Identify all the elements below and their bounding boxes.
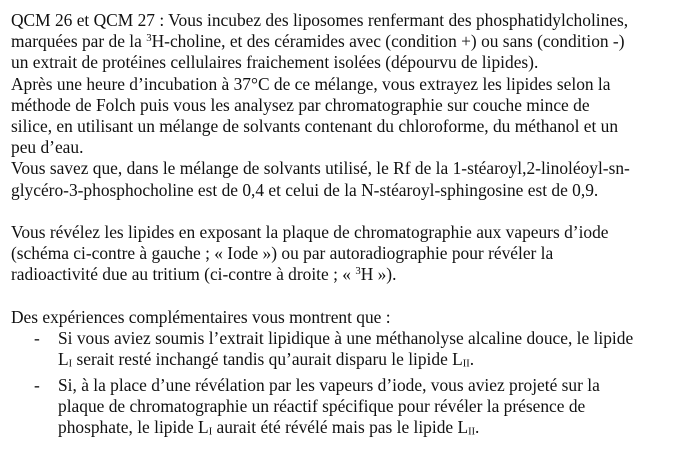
text-line [11,116,700,137]
text-line [11,95,700,116]
reveal-paragraph [11,222,700,286]
text-segment: QCM 26 et QCM 27 : Vous incubez des liposomes renfermant des phosphatidylcholines, [11,10,629,30]
lipid-subscript: II [468,426,476,438]
text-segment: radioactivité due au tritium (ci-contre à droite ; « [11,264,356,285]
isotope-superscript: 3 [355,265,361,278]
text-segment: un extrait de protéines cellulaires fraichement isolées (dépourvu de lipides). [11,52,539,73]
text-segment: . [475,417,480,438]
lipid-subscript: I [68,358,73,370]
text-segment: . [469,349,475,370]
text-line: Si, à la place d’une révélation par les vapeurs d’iode, vous aviez projeté sur la [58,374,600,395]
text-segment: aurait été révélé mais pas le lipide L [212,417,469,438]
text-segment: phosphate, le lipide L [58,417,209,438]
paragraph-spacer [11,286,700,307]
text-segment: glycéro-3-phosphocholine est de 0,4 et celui de la N-stéaroyl-sphingosine est de 0,9. [11,179,599,200]
text-line [11,243,700,264]
text-line [58,349,700,375]
bullet-item [11,328,700,375]
text-segment: L [58,349,69,370]
text-segment: marquées par de la [11,31,147,52]
intro-paragraph [11,10,700,201]
text-segment: méthode de Folch puis vous les analysez par chromatographie sur couche mince de [11,94,590,115]
text-segment: H »). [360,264,397,285]
text-line [11,158,700,179]
bullet-dash: - [34,374,40,395]
complementary-section [11,307,700,443]
section-heading: Des expériences complémentaires vous montrent que : [11,306,391,327]
bullet-dash: - [34,328,40,349]
text-segment: (schéma ci-contre à gauche ; « Iode ») ou par autoradiographie pour révéler la [11,243,554,264]
text-line: Si vous aviez soumis l’extrait lipidique à une méthanolyse alcaline douce, le lipide [58,328,634,349]
text-line [58,417,700,443]
text-segment: Vous révélez les lipides en exposant la plaque de chromatographie aux vapeurs d’iode [11,222,609,243]
text-line [11,264,700,285]
text-segment: silice, en utilisant un mélange de solvants contenant du chloroforme, du méthanol et un [11,116,619,137]
lipid-subscript: II [462,358,470,370]
text-segment: peu d’eau. [11,137,84,158]
isotope-superscript: 3 [146,32,152,45]
bullet-item [11,375,700,443]
text-segment: Vous savez que, dans le mélange de solvants utilisé, le Rf de la 1-stéaroyl,2-linoléoyl-sn- [11,158,630,179]
text-line [11,74,700,95]
text-line [11,180,700,201]
text-segment: serait resté inchangé tandis qu’aurait disparu le lipide L [72,349,463,370]
text-line [11,137,700,158]
text-line [11,222,700,243]
text-line [11,10,700,31]
paragraph-spacer [11,201,700,222]
text-line [11,52,700,73]
lipid-subscript: I [208,426,213,438]
question-text [11,10,700,443]
text-line [11,31,700,52]
text-segment: Après une heure d’incubation à 37°C de ce mélange, vous extrayez les lipides selon la [11,73,611,94]
text-segment: H-choline, et des céramides avec (condition +) ou sans (condition -) [151,31,625,52]
text-line: plaque de chromatographie un réactif spécifique pour révéler la présence de [58,396,586,417]
